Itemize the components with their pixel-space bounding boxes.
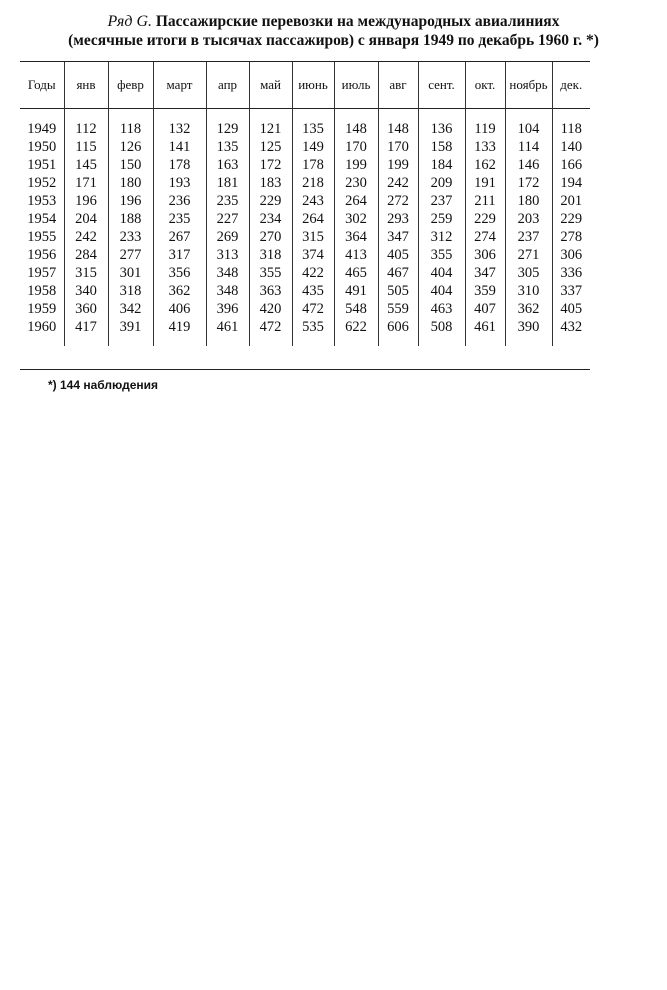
value-cell: 236 [153,192,206,210]
value-cell: 149 [292,138,334,156]
value-cell: 196 [64,192,108,210]
value-cell: 119 [465,120,505,138]
year-cell: 1960 [27,319,57,335]
column-header-month: авг [378,62,418,108]
value-cell: 114 [505,138,552,156]
table-row [20,264,590,282]
year-cell: 1953 [27,193,57,209]
value-cell: 467 [378,264,418,282]
value-cell: 336 [552,264,590,282]
value-cell: 306 [465,246,505,264]
value-cell: 148 [378,120,418,138]
value-cell: 435 [292,282,334,300]
table-row [20,210,590,228]
value-cell: 118 [108,120,153,138]
value-cell: 141 [153,138,206,156]
value-cell: 278 [552,228,590,246]
table-row [20,246,590,264]
value-cell: 229 [249,192,292,210]
value-cell: 535 [292,318,334,336]
value-cell: 318 [249,246,292,264]
padding-cell [64,108,108,120]
value-cell: 317 [153,246,206,264]
padding-cell [292,108,334,120]
value-cell: 191 [465,174,505,192]
value-cell: 194 [552,174,590,192]
value-cell: 230 [334,174,378,192]
value-cell: 201 [552,192,590,210]
value-cell: 342 [108,300,153,318]
value-cell: 413 [334,246,378,264]
value-cell: 158 [418,138,465,156]
column-header-month: апр [206,62,249,108]
value-cell: 548 [334,300,378,318]
value-cell: 188 [108,210,153,228]
year-cell: 1956 [27,247,57,263]
padding-cell [334,108,378,120]
year-cell: 1959 [27,301,57,317]
value-cell: 419 [153,318,206,336]
value-cell: 170 [334,138,378,156]
value-cell: 310 [505,282,552,300]
value-cell: 125 [249,138,292,156]
value-cell: 172 [249,156,292,174]
value-cell: 284 [64,246,108,264]
footnote: *) 144 наблюдения [48,378,159,392]
value-cell: 227 [206,210,249,228]
value-cell: 235 [206,192,249,210]
year-cell: 1957 [27,265,57,281]
passenger-table [20,62,590,346]
value-cell: 465 [334,264,378,282]
value-cell: 135 [206,138,249,156]
table-row [20,156,590,174]
value-cell: 135 [292,120,334,138]
value-cell: 293 [378,210,418,228]
padding-cell [378,108,418,120]
value-cell: 183 [249,174,292,192]
value-cell: 203 [505,210,552,228]
value-cell: 406 [153,300,206,318]
value-cell: 337 [552,282,590,300]
value-cell: 104 [505,120,552,138]
value-cell: 559 [378,300,418,318]
value-cell: 242 [378,174,418,192]
value-cell: 199 [378,156,418,174]
value-cell: 318 [108,282,153,300]
value-cell: 234 [249,210,292,228]
table-header-row [20,62,590,108]
value-cell: 204 [64,210,108,228]
value-cell: 162 [465,156,505,174]
value-cell: 463 [418,300,465,318]
year-cell: 1950 [27,139,57,155]
padding-cell [108,108,153,120]
value-cell: 340 [64,282,108,300]
value-cell: 259 [418,210,465,228]
value-cell: 306 [552,246,590,264]
value-cell: 390 [505,318,552,336]
value-cell: 432 [552,318,590,336]
table-row [20,138,590,156]
table-row [20,120,590,138]
padding-cell [108,336,153,346]
table-row [20,282,590,300]
year-cell: 1951 [27,157,57,173]
value-cell: 274 [465,228,505,246]
value-cell: 348 [206,264,249,282]
value-cell: 269 [206,228,249,246]
year-cell: 1954 [27,211,57,227]
padding-cell [153,108,206,120]
value-cell: 405 [378,246,418,264]
value-cell: 118 [552,120,590,138]
padding-cell [153,336,206,346]
value-cell: 301 [108,264,153,282]
table-bottom-rule [20,369,590,370]
padding-cell [292,336,334,346]
value-cell: 491 [334,282,378,300]
value-cell: 313 [206,246,249,264]
value-cell: 622 [334,318,378,336]
padding-cell [505,336,552,346]
value-cell: 121 [249,120,292,138]
padding-cell [418,336,465,346]
table-row [20,228,590,246]
year-cell: 1955 [27,229,57,245]
padding-cell [64,336,108,346]
title-line-1 [0,12,667,31]
value-cell: 178 [292,156,334,174]
value-cell: 359 [465,282,505,300]
value-cell: 364 [334,228,378,246]
value-cell: 184 [418,156,465,174]
padding-cell [249,108,292,120]
value-cell: 229 [552,210,590,228]
value-cell: 235 [153,210,206,228]
value-cell: 271 [505,246,552,264]
value-cell: 356 [153,264,206,282]
value-cell: 374 [292,246,334,264]
value-cell: 242 [64,228,108,246]
value-cell: 115 [64,138,108,156]
value-cell: 178 [153,156,206,174]
value-cell: 302 [334,210,378,228]
padding-cell [249,336,292,346]
value-cell: 171 [64,174,108,192]
value-cell: 196 [108,192,153,210]
padding-cell [20,336,64,346]
value-cell: 505 [378,282,418,300]
column-header-month: окт. [465,62,505,108]
value-cell: 606 [378,318,418,336]
title-text-1: Пассажирские перевозки на международных авиалиниях [155,13,560,30]
value-cell: 148 [334,120,378,138]
value-cell: 180 [108,174,153,192]
table-row [20,174,590,192]
value-cell: 508 [418,318,465,336]
value-cell: 362 [505,300,552,318]
value-cell: 136 [418,120,465,138]
year-cell: 1952 [27,175,57,191]
value-cell: 305 [505,264,552,282]
value-cell: 170 [378,138,418,156]
padding-cell [465,336,505,346]
value-cell: 461 [465,318,505,336]
value-cell: 272 [378,192,418,210]
table-title [0,12,667,50]
padding-cell [20,108,64,120]
padding-cell [552,336,590,346]
value-cell: 270 [249,228,292,246]
value-cell: 218 [292,174,334,192]
table-body [20,108,590,346]
value-cell: 420 [249,300,292,318]
value-cell: 180 [505,192,552,210]
padding-cell [206,108,249,120]
column-header-year: Годы [27,77,56,92]
value-cell: 404 [418,264,465,282]
padding-cell [418,108,465,120]
value-cell: 233 [108,228,153,246]
value-cell: 112 [64,120,108,138]
value-cell: 211 [465,192,505,210]
value-cell: 199 [334,156,378,174]
column-header-month: июнь [292,62,334,108]
value-cell: 129 [206,120,249,138]
year-cell: 1949 [27,121,57,137]
value-cell: 396 [206,300,249,318]
value-cell: 133 [465,138,505,156]
value-cell: 348 [206,282,249,300]
padding-cell [378,336,418,346]
value-cell: 172 [505,174,552,192]
value-cell: 472 [249,318,292,336]
table-padding-row [20,336,590,346]
value-cell: 267 [153,228,206,246]
value-cell: 407 [465,300,505,318]
value-cell: 312 [418,228,465,246]
value-cell: 264 [334,192,378,210]
value-cell: 405 [552,300,590,318]
title-line-2: (месячные итоги в тысячах пассажиров) с января 1949 по декабрь 1960 г. *) [68,32,599,49]
value-cell: 237 [418,192,465,210]
column-header-month: февр [108,62,153,108]
column-header-month: март [153,62,206,108]
table-padding-row [20,108,590,120]
value-cell: 163 [206,156,249,174]
padding-cell [465,108,505,120]
column-header-month: май [249,62,292,108]
table-row [20,300,590,318]
series-label: Ряд G. [107,13,152,30]
column-header-month: дек. [552,62,590,108]
value-cell: 193 [153,174,206,192]
padding-cell [552,108,590,120]
value-cell: 355 [249,264,292,282]
value-cell: 417 [64,318,108,336]
value-cell: 347 [465,264,505,282]
value-cell: 126 [108,138,153,156]
value-cell: 277 [108,246,153,264]
value-cell: 166 [552,156,590,174]
value-cell: 363 [249,282,292,300]
value-cell: 391 [108,318,153,336]
value-cell: 472 [292,300,334,318]
value-cell: 347 [378,228,418,246]
value-cell: 362 [153,282,206,300]
column-header-month: сент. [418,62,465,108]
value-cell: 209 [418,174,465,192]
value-cell: 140 [552,138,590,156]
value-cell: 404 [418,282,465,300]
padding-cell [334,336,378,346]
value-cell: 145 [64,156,108,174]
value-cell: 315 [64,264,108,282]
value-cell: 150 [108,156,153,174]
value-cell: 461 [206,318,249,336]
value-cell: 355 [418,246,465,264]
value-cell: 237 [505,228,552,246]
padding-cell [505,108,552,120]
value-cell: 264 [292,210,334,228]
value-cell: 229 [465,210,505,228]
value-cell: 422 [292,264,334,282]
value-cell: 315 [292,228,334,246]
table-row [20,192,590,210]
year-cell: 1958 [27,283,57,299]
value-cell: 243 [292,192,334,210]
column-header-month: ноябрь [505,62,552,108]
padding-cell [206,336,249,346]
value-cell: 181 [206,174,249,192]
column-header-month: янв [64,62,108,108]
value-cell: 146 [505,156,552,174]
column-header-month: июль [334,62,378,108]
value-cell: 360 [64,300,108,318]
value-cell: 132 [153,120,206,138]
table-row [20,318,590,336]
